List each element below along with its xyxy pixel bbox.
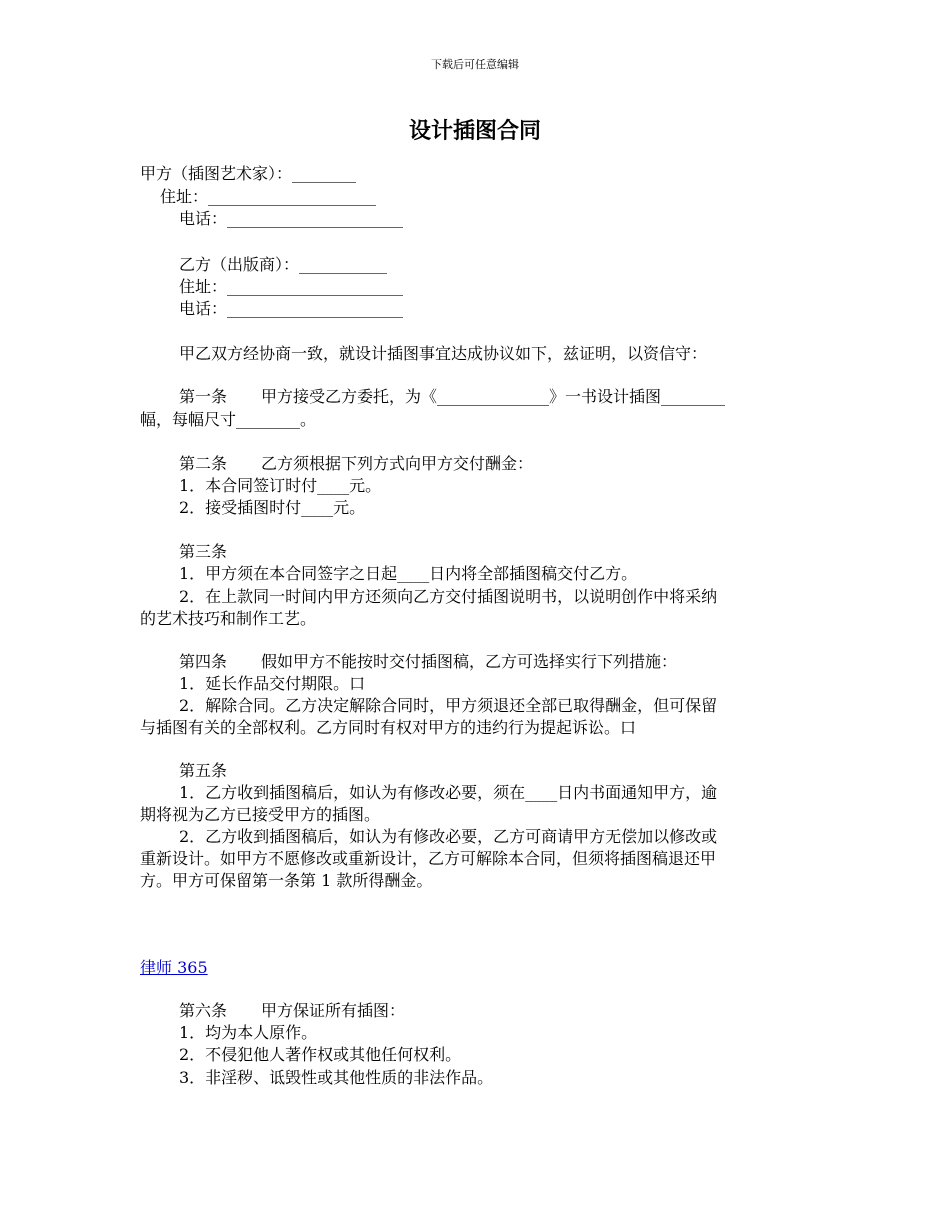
article-3-heading: 第三条 <box>179 542 228 561</box>
article-2-item-1: 1．本合同签订时付____元。 <box>179 476 382 495</box>
article-1-line-2: 幅，每幅尺寸________。 <box>140 410 317 429</box>
party-a-label: 甲方（插图艺术家）：________ <box>140 164 357 183</box>
article-5-heading: 第五条 <box>179 761 228 780</box>
article-4-item-2-line-2: 与插图有关的全部权利。乙方同时有权对甲方的违约行为提起诉讼。口 <box>140 718 637 737</box>
party-a-address: 住址：_____________________ <box>160 187 377 206</box>
article-1-heading: 第一条 <box>179 387 228 406</box>
party-b-address: 住址：______________________ <box>179 277 404 296</box>
lawyer-365-link[interactable]: 律师 365 <box>140 958 208 977</box>
article-4-item-2-line-1: 2．解除合同。乙方决定解除合同时，甲方须退还全部已取得酬金，但可保留 <box>179 696 718 715</box>
article-5-item-2-line-2: 重新设计。如甲方不愿修改或重新设计，乙方可解除本合同，但须将插图稿退还甲 <box>140 849 717 868</box>
article-6-intro: 甲方保证所有插图： <box>261 1001 406 1020</box>
article-2-item-2: 2．接受插图时付____元。 <box>179 498 366 517</box>
article-5-item-1-line-2: 期将视为乙方已接受甲方的插图。 <box>140 805 381 824</box>
article-3-item-2-line-2: 的艺术技巧和制作工艺。 <box>140 609 317 628</box>
article-4-heading: 第四条 <box>179 652 228 671</box>
article-2-line-1 <box>179 453 533 475</box>
party-a-phone: 电话：______________________ <box>179 209 404 228</box>
preamble: 甲乙双方经协商一致，就设计插图事宜达成协议如下，兹证明，以资信守： <box>179 344 708 363</box>
article-2-heading: 第二条 <box>179 454 228 473</box>
article-6-item-1: 1．均为本人原作。 <box>179 1023 318 1042</box>
article-3-item-2-line-1: 2．在上款同一时间内甲方还须向乙方交付插图说明书，以说明创作中将采纳 <box>179 587 718 606</box>
article-1-text: 甲方接受乙方委托，为《______________》一书设计插图________ <box>261 387 726 406</box>
article-4-intro: 假如甲方不能按时交付插图稿，乙方可选择实行下列措施： <box>261 652 678 671</box>
article-1-line-1 <box>179 386 725 408</box>
article-6-item-3: 3．非淫秽、诋毁性或其他性质的非法作品。 <box>179 1068 494 1087</box>
article-5-item-2-line-1: 2．乙方收到插图稿后，如认为有修改必要，乙方可商请甲方无偿加以修改或 <box>179 827 718 846</box>
article-5-item-1-line-1: 1．乙方收到插图稿后，如认为有修改必要，须在____日内书面通知甲方，逾 <box>179 783 718 802</box>
article-6-item-2: 2．不侵犯他人著作权或其他任何权利。 <box>179 1045 462 1064</box>
article-4-line-1 <box>179 651 677 673</box>
document-title: 设计插图合同 <box>408 119 541 144</box>
article-6-line-1 <box>179 1000 405 1022</box>
article-2-intro: 乙方须根据下列方式向甲方交付酬金： <box>261 454 534 473</box>
article-4-item-1: 1．延长作品交付期限。口 <box>179 674 366 693</box>
article-5-item-2-line-3: 方。甲方可保留第一条第 1 款所得酬金。 <box>140 871 433 890</box>
article-6-heading: 第六条 <box>179 1001 228 1020</box>
party-b-phone: 电话：______________________ <box>179 299 404 318</box>
article-3-item-1: 1．甲方须在本合同签字之日起____日内将全部插图稿交付乙方。 <box>179 564 638 583</box>
page-header-note: 下载后可任意编辑 <box>431 58 519 71</box>
party-b-label: 乙方（出版商）：___________ <box>179 255 388 274</box>
